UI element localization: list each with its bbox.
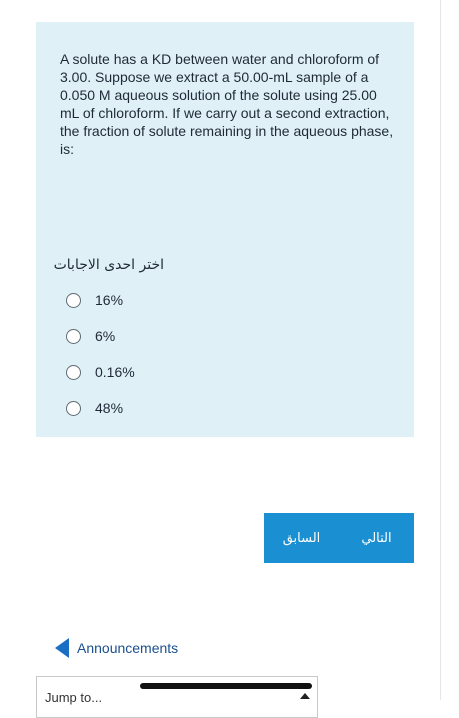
question-text: A solute has a KD between water and chloroform of 3.00. Suppose we extract a 50.00-mL sample of a 0.050 M aqueous solution of the solute using 25.00 mL of chloroform. If we carry out a second extraction, the fraction of solute remaining in the aqueous phase, is:: [60, 51, 394, 157]
answer-option[interactable]: [66, 318, 366, 354]
question-card: [36, 22, 414, 437]
answer-prompt: اختر احدى الاجابات: [53, 257, 164, 273]
previous-button[interactable]: السابق: [282, 530, 321, 546]
select-overlay-bar: [140, 683, 312, 689]
radio-button[interactable]: [66, 293, 81, 308]
next-button[interactable]: التالي: [361, 530, 392, 546]
left-arrow-icon: [55, 638, 69, 658]
radio-button[interactable]: [66, 365, 81, 380]
caret-up-icon: [300, 693, 310, 699]
announcements-link[interactable]: [55, 638, 178, 658]
radio-button[interactable]: [66, 401, 81, 416]
jump-to-label: Jump to...: [45, 690, 103, 705]
answer-option[interactable]: [66, 354, 366, 390]
quiz-navigation: [264, 513, 414, 563]
radio-button[interactable]: [66, 329, 81, 344]
answer-option-label: 16%: [95, 292, 124, 308]
announcements-label: Announcements: [77, 640, 179, 656]
answer-option-label: 48%: [95, 400, 124, 416]
answer-option[interactable]: [66, 282, 366, 318]
answer-option-label: 6%: [95, 328, 116, 344]
answer-option-label: 0.16%: [95, 364, 135, 380]
answer-option[interactable]: [66, 390, 366, 426]
answer-options: [66, 282, 366, 426]
